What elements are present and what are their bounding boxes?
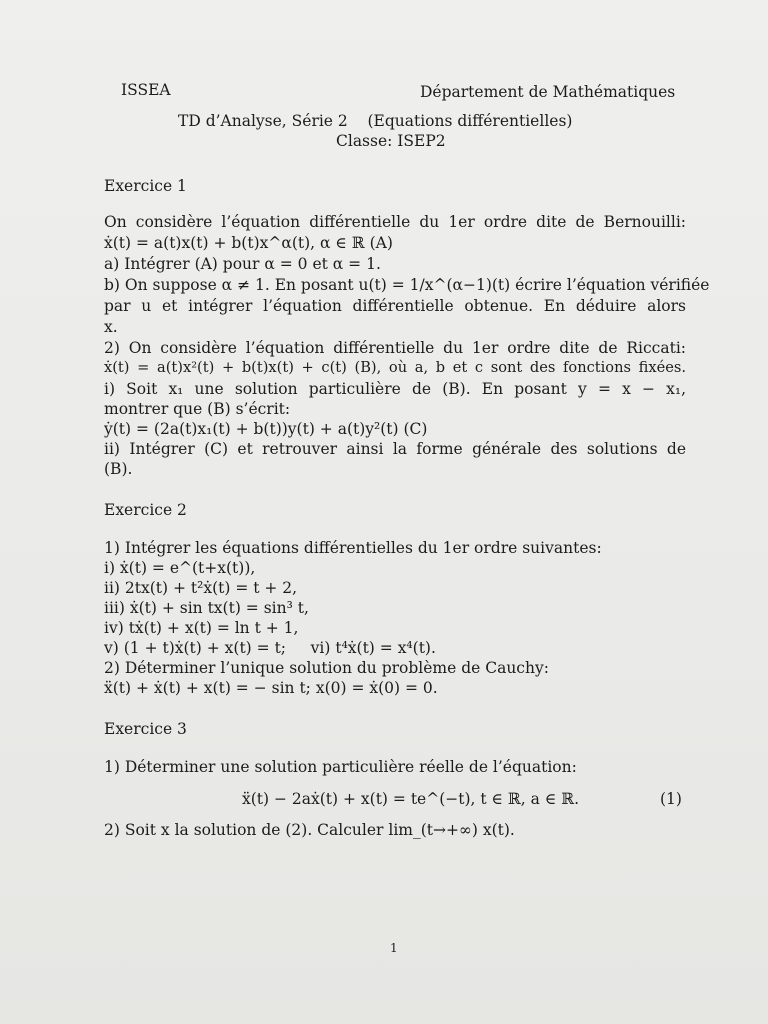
page-number: 1 — [390, 941, 398, 955]
ex3-line: 2) Soit x la solution de (2). Calculer lim_(t→+∞) x(t). — [104, 821, 515, 839]
exercise1-heading: Exercice 1 — [104, 177, 187, 195]
ex1-line: ẏ(t) = (2a(t)x₁(t) + b(t))y(t) + a(t)y²(t) (C) — [104, 420, 428, 438]
ex1-line: montrer que (B) s’écrit: — [104, 400, 291, 418]
ex1-line: par u et intégrer l’équation différentielle obtenue. En déduire alors — [104, 297, 686, 315]
document-title: TD d’Analyse, Série 2 (Equations différentielles) — [178, 112, 573, 130]
exercise2-heading: Exercice 2 — [104, 501, 187, 519]
ex2-line: ii) 2tx(t) + t²ẋ(t) = t + 2, — [104, 579, 298, 597]
ex1-line: x. — [104, 318, 118, 336]
ex2-line: iv) tẋ(t) + x(t) = ln t + 1, — [104, 619, 299, 637]
class-label: Classe: ISEP2 — [336, 132, 446, 150]
ex2-line: ẍ(t) + ẋ(t) + x(t) = − sin t; x(0) = ẋ(0) = 0. — [104, 679, 438, 697]
ex2-line: iii) ẋ(t) + sin tx(t) = sin³ t, — [104, 599, 309, 617]
ex2-line: i) ẋ(t) = e^(t+x(t)), — [104, 559, 256, 577]
ex3-equation: ẍ(t) − 2aẋ(t) + x(t) = te^(−t), t ∈ ℝ, a ∈ ℝ. — [242, 790, 580, 808]
ex3-equation-number: (1) — [660, 790, 682, 808]
ex1-line: 2) On considère l’équation différentielle du 1er ordre dite de Riccati: — [104, 339, 686, 357]
ex1-line: (B). — [104, 460, 133, 478]
ex2-line: 2) Déterminer l’unique solution du problème de Cauchy: — [104, 659, 549, 677]
ex1-line: i) Soit x₁ une solution particulière de (B). En posant y = x − x₁, — [104, 380, 686, 398]
ex1-line: ẋ(t) = a(t)x(t) + b(t)x^α(t), α ∈ ℝ (A) — [104, 234, 393, 252]
ex2-line: 1) Intégrer les équations différentielles du 1er ordre suivantes: — [104, 539, 602, 557]
ex1-line: On considère l’équation différentielle du 1er ordre dite de Bernouilli: — [104, 213, 686, 231]
department-name: Département de Mathématiques — [420, 83, 676, 101]
exercise3-heading: Exercice 3 — [104, 720, 187, 738]
ex1-line: ii) Intégrer (C) et retrouver ainsi la forme générale des solutions de — [104, 440, 686, 458]
ex1-line: b) On suppose α ≠ 1. En posant u(t) = 1/x^(α−1)(t) écrire l’équation vérifiée — [104, 276, 710, 294]
institution-name: ISSEA — [121, 81, 171, 99]
ex2-line: v) (1 + t)ẋ(t) + x(t) = t; vi) t⁴ẋ(t) = x⁴(t). — [104, 639, 436, 657]
ex1-line: ẋ(t) = a(t)x²(t) + b(t)x(t) + c(t) (B), où a, b et c sont des fonctions fixées. — [104, 359, 686, 376]
ex1-line: a) Intégrer (A) pour α = 0 et α = 1. — [104, 255, 381, 273]
ex3-line: 1) Déterminer une solution particulière réelle de l’équation: — [104, 758, 577, 776]
